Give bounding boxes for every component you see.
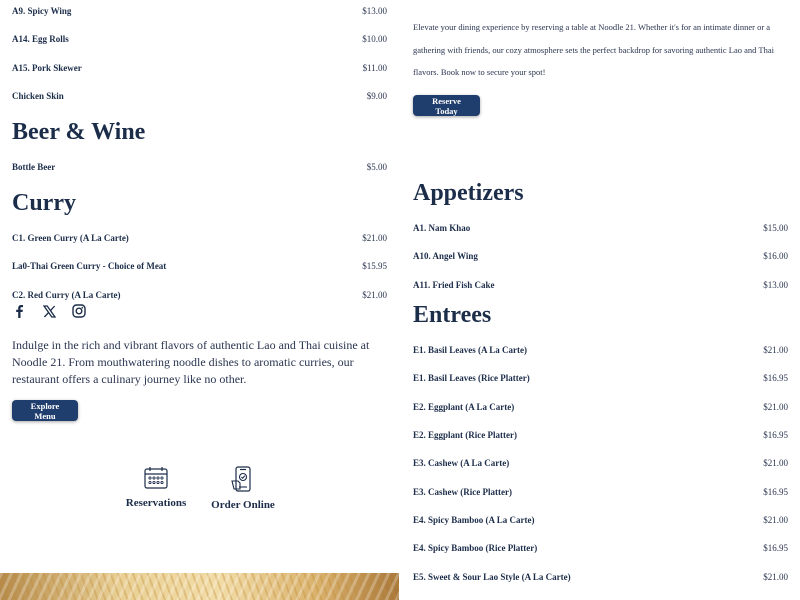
order-online-label: Order Online [211, 499, 275, 511]
reservations-link[interactable] [106, 465, 206, 509]
menu-item-price: $16.95 [763, 430, 788, 440]
menu-item-name: Bottle Beer [12, 162, 56, 172]
menu-item-price: $21.00 [763, 345, 788, 355]
menu-item [12, 157, 387, 177]
menu-item-price: $15.00 [763, 223, 788, 233]
menu-item [413, 482, 788, 502]
x-icon[interactable] [42, 304, 56, 318]
menu-item-price: $16.95 [763, 373, 788, 383]
reserve-today-button[interactable]: Reserve Today [413, 95, 480, 116]
menu-item [413, 510, 788, 530]
menu-item-name: Chicken Skin [12, 91, 64, 101]
menu-item [413, 218, 788, 238]
menu-item-name: A9. Spicy Wing [12, 6, 72, 16]
instagram-icon[interactable] [72, 304, 86, 318]
menu-item-price: $11.00 [362, 63, 387, 73]
menu-item-name: E3. Cashew (Rice Platter) [413, 487, 512, 497]
menu-item-name: A15. Pork Skewer [12, 63, 82, 73]
menu-item-name: E4. Spicy Bamboo (Rice Platter) [413, 543, 538, 553]
menu-item [12, 285, 387, 305]
menu-item-name: E1. Basil Leaves (Rice Platter) [413, 373, 530, 383]
menu-item [413, 397, 788, 417]
menu-item-price: $10.00 [362, 34, 387, 44]
social-links [12, 304, 86, 318]
menu-item-price: $16.95 [763, 543, 788, 553]
menu-item [413, 538, 788, 558]
menu-item [413, 425, 788, 445]
menu-item-price: $21.00 [362, 290, 387, 300]
intro-text: Indulge in the rich and vibrant flavors of authentic Lao and Thai cuisine at Noodle 21. From mouthwatering noodle dishes to aromatic curries, our restaurant offers a culinary journey like no other. [12, 338, 370, 386]
menu-item-name: A10. Angel Wing [413, 251, 478, 261]
menu-item-price: $5.00 [366, 162, 387, 172]
menu-item-price: $15.95 [362, 261, 387, 271]
menu-item-name: E1. Basil Leaves (A La Carte) [413, 345, 527, 355]
menu-item-price: $16.95 [763, 487, 788, 497]
menu-item [413, 567, 788, 587]
menu-item [12, 86, 387, 106]
menu-item-price: $13.00 [763, 280, 788, 290]
menu-item-name: A1. Nam Khao [413, 223, 471, 233]
menu-item-price: $16.00 [763, 251, 788, 261]
explore-menu-button[interactable]: Explore Menu [12, 400, 78, 421]
menu-item-price: $21.00 [763, 515, 788, 525]
menu-item-price: $13.00 [362, 6, 387, 16]
phone-order-icon [193, 465, 293, 493]
menu-item [12, 29, 387, 49]
left-column [0, 0, 399, 600]
reservation-text: Elevate your dining experience by reserving a table at Noodle 21. Whether it's for an intimate dinner or a gathering with friends, our cozy atmosphere sets the perfect backdrop for savoring authentic Lao and Thai flavors. Book now to secure your spot! [413, 22, 774, 77]
menu-item [413, 453, 788, 473]
menu-item-name: A14. Egg Rolls [12, 34, 69, 44]
menu-item [12, 58, 387, 78]
section-title-entrees: Entrees [413, 302, 492, 328]
menu-item [413, 368, 788, 388]
facebook-icon[interactable] [12, 304, 26, 318]
menu-item [413, 246, 788, 266]
menu-item-price: $21.00 [763, 458, 788, 468]
calendar-icon [106, 465, 206, 491]
menu-item-name: C1. Green Curry (A La Carte) [12, 233, 129, 243]
right-column [401, 0, 800, 600]
menu-item-price: $21.00 [362, 233, 387, 243]
menu-item [413, 340, 788, 360]
menu-item-name: E2. Eggplant (Rice Platter) [413, 430, 517, 440]
menu-item [12, 256, 387, 276]
menu-item [413, 275, 788, 295]
menu-item [12, 1, 387, 21]
menu-item-name: E3. Cashew (A La Carte) [413, 458, 510, 468]
section-title-beer-wine: Beer & Wine [12, 119, 146, 145]
reservations-label: Reservations [125, 497, 187, 509]
menu-item-name: E2. Eggplant (A La Carte) [413, 402, 515, 412]
section-title-curry: Curry [12, 190, 76, 216]
menu-item-price: $21.00 [763, 402, 788, 412]
food-photo [0, 573, 399, 600]
order-online-link[interactable] [193, 465, 293, 511]
menu-item-name: E4. Spicy Bamboo (A La Carte) [413, 515, 535, 525]
menu-item-name: La0-Thai Green Curry - Choice of Meat [12, 261, 167, 271]
menu-item-price: $9.00 [366, 91, 387, 101]
menu-item-name: E5. Sweet & Sour Lao Style (A La Carte) [413, 572, 571, 582]
menu-item-name: A11. Fried Fish Cake [413, 280, 495, 290]
menu-item-name: C2. Red Curry (A La Carte) [12, 290, 121, 300]
section-title-appetizers: Appetizers [413, 180, 524, 206]
menu-item-price: $21.00 [763, 572, 788, 582]
menu-item [12, 228, 387, 248]
